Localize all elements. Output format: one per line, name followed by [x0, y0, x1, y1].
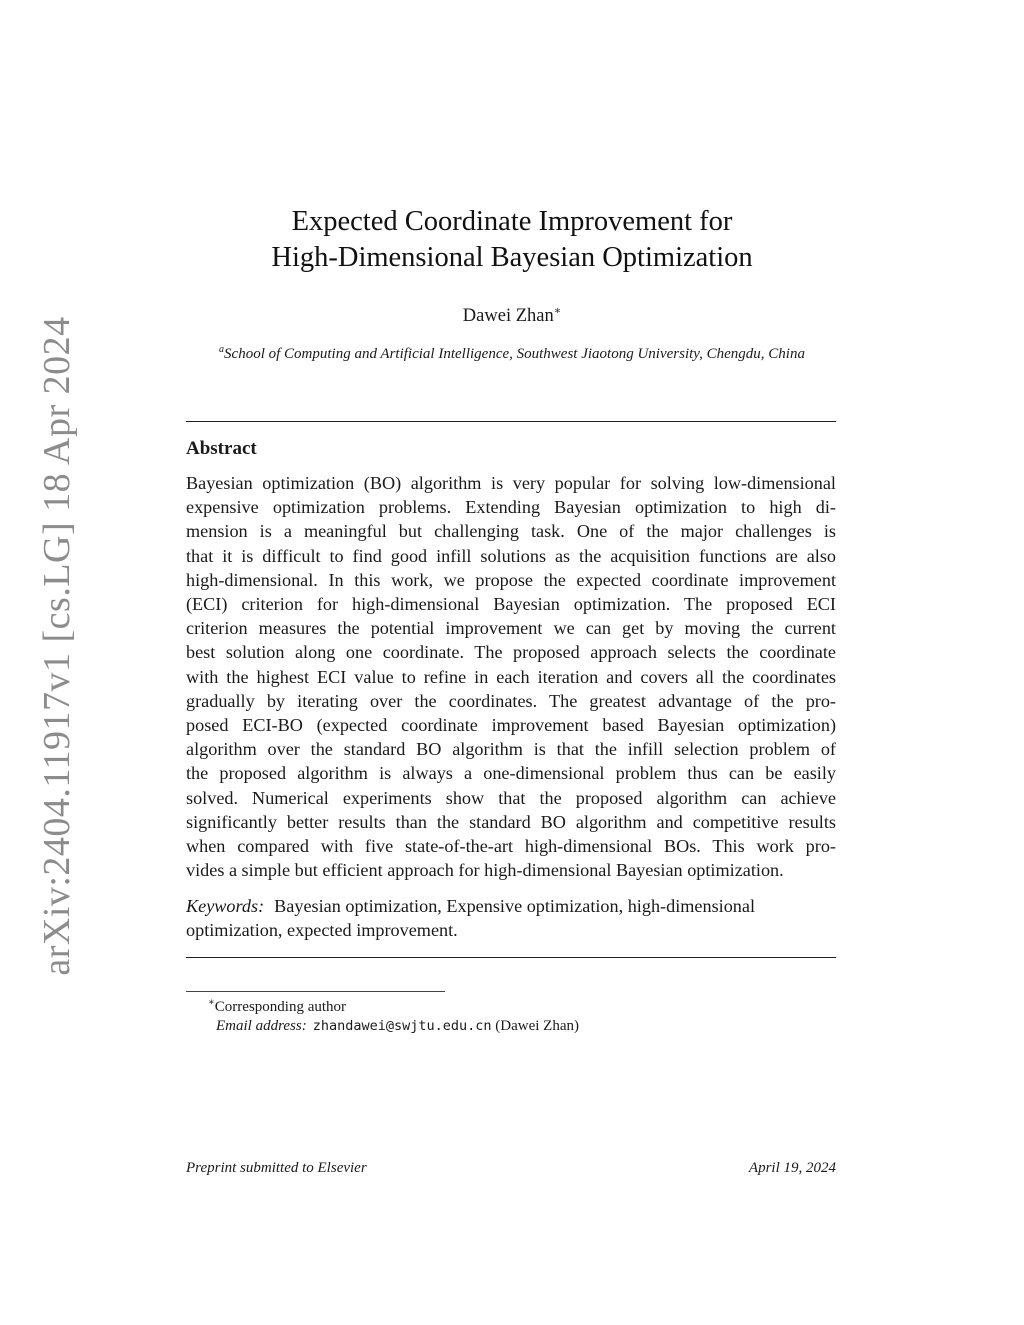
arxiv-identifier-stamp: arXiv:2404.11917v1 [cs.LG] 18 Apr 2024: [36, 316, 78, 976]
affiliation-text: School of Computing and Artificial Intelligence, Southwest Jiaotong University, Chengdu, China: [224, 346, 805, 362]
top-divider: [186, 421, 836, 422]
keywords-label: Keywords:: [186, 896, 265, 916]
keywords-block: [186, 894, 836, 942]
email-owner: (Dawei Zhan): [495, 1018, 579, 1034]
abstract-line: best solution along one coordinate. The proposed approach selects the coordinate: [186, 642, 836, 663]
abstract-line: vides a simple but efficient approach for high-dimensional Bayesian optimization.: [186, 860, 784, 881]
footer-preprint-note: Preprint submitted to Elsevier: [186, 1160, 367, 1176]
footnote-email: [208, 1018, 579, 1035]
affiliation-line: [0, 344, 1024, 363]
footer-date: April 19, 2024: [748, 1160, 836, 1176]
abstract-heading: Abstract: [186, 438, 257, 459]
author-name: Dawei Zhan: [462, 306, 554, 326]
abstract-line: algorithm over the standard BO algorithm is that the infill selection problem of: [186, 739, 836, 760]
footnote-divider: [186, 991, 445, 992]
abstract-line: expensive optimization problems. Extending Bayesian optimization to high di-: [186, 497, 836, 518]
corresponding-author-label: Corresponding author: [214, 999, 347, 1015]
affiliation-marker: a: [219, 344, 225, 355]
author-line: [0, 304, 1024, 327]
abstract-line: mension is a meaningful but challenging task. One of the major challenges is: [186, 521, 836, 542]
author-footnote-marker: ∗: [553, 305, 562, 317]
abstract-line: high-dimensional. In this work, we propose the expected coordinate improvement: [186, 569, 836, 590]
title-line-2: High-Dimensional Bayesian Optimization: [271, 242, 753, 273]
abstract-line: with the highest ECI value to refine in each iteration and covers all the coordinates: [186, 666, 836, 687]
abstract-line: significantly better results than the standard BO algorithm and competitive results: [186, 811, 836, 832]
abstract-line: posed ECI-BO (expected coordinate improvement based Bayesian optimization): [186, 715, 836, 736]
abstract-body: [186, 471, 836, 882]
abstract-line: Bayesian optimization (BO) algorithm is very popular for solving low-dimensional: [186, 473, 836, 493]
abstract-line: the proposed algorithm is always a one-dimensional problem thus can be easily: [186, 763, 836, 784]
bottom-divider: [186, 957, 836, 958]
title-line-1: Expected Coordinate Improvement for: [291, 206, 733, 237]
email-address-link[interactable]: zhandawei@swjtu.edu.cn: [312, 1018, 492, 1034]
abstract-line: criterion measures the potential improvement we can get by moving the current: [186, 618, 836, 639]
keywords-line-1: [186, 894, 836, 918]
abstract-line: gradually by iterating over the coordinates. The greatest advantage of the pro-: [186, 690, 836, 711]
abstract-line: when compared with five state-of-the-art high-dimensional BOs. This work pro-: [186, 836, 836, 857]
email-label: Email address:: [216, 1018, 307, 1034]
keywords-text-2: optimization, expected improvement.: [186, 920, 458, 941]
abstract-line: solved. Numerical experiments show that the proposed algorithm can achieve: [186, 787, 836, 808]
keywords-text-1: Bayesian optimization, Expensive optimization, high-dimensional: [274, 896, 756, 916]
abstract-line: that it is difficult to find good infill solutions as the acquisition functions are also: [186, 545, 836, 566]
abstract-line: (ECI) criterion for high-dimensional Bayesian optimization. The proposed ECI: [186, 594, 836, 615]
footnote-marker: ∗: [208, 997, 215, 1008]
footnote-corresponding: [208, 997, 346, 1016]
paper-title: [0, 204, 1024, 276]
